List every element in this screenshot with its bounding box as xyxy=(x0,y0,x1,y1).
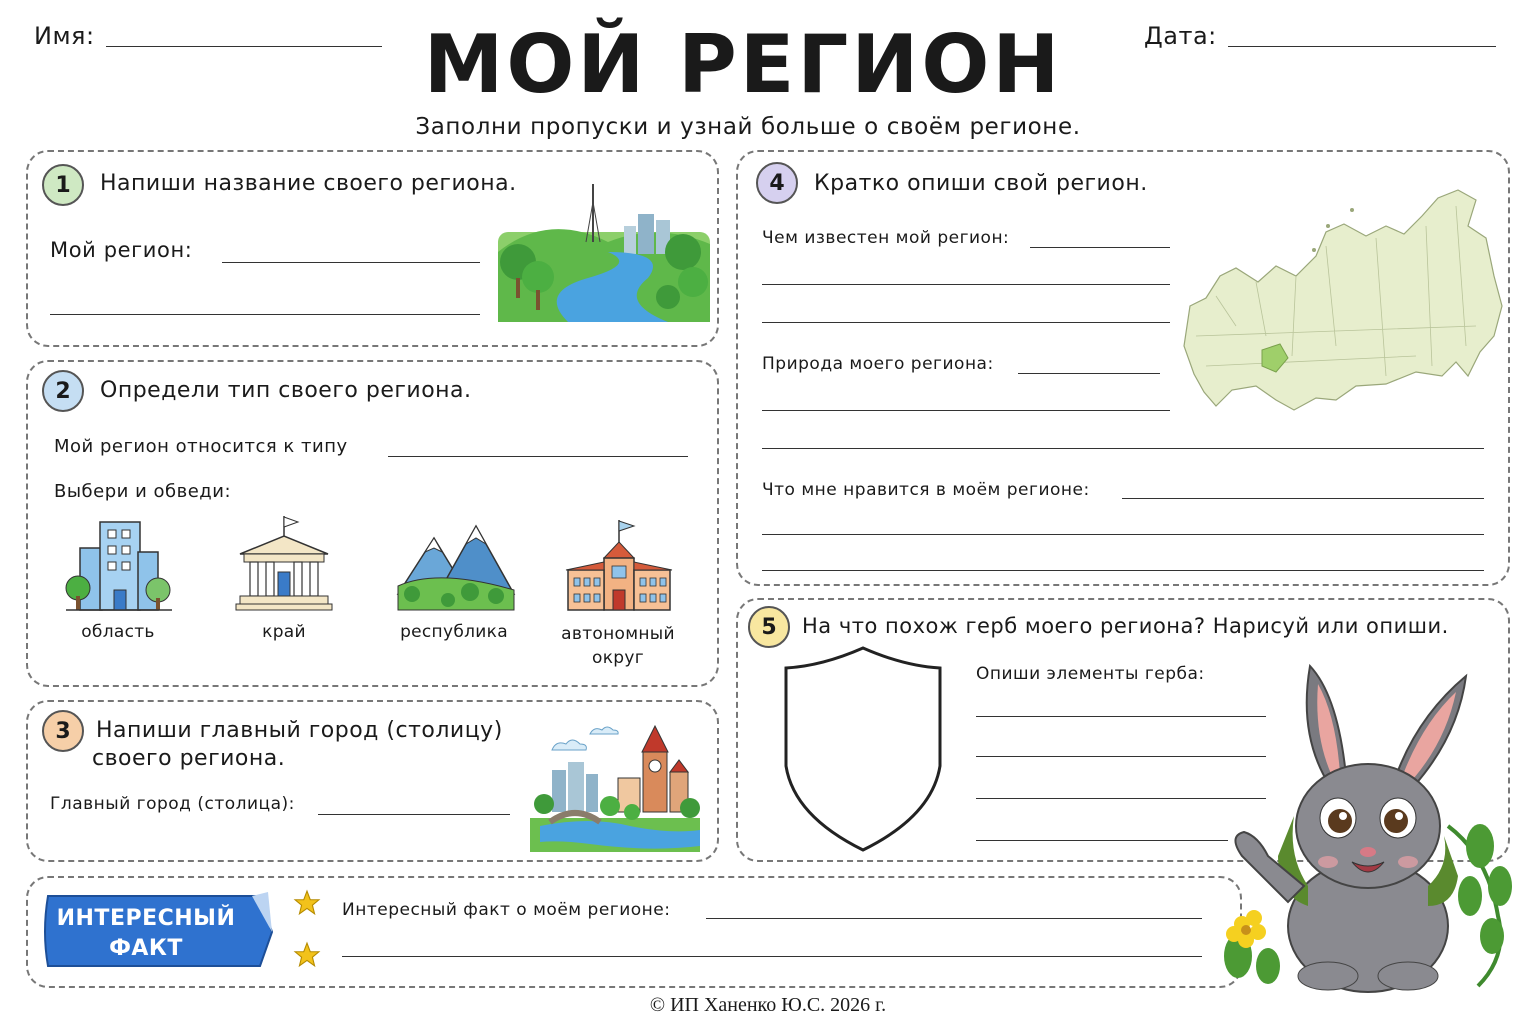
fact-banner-line2: ФАКТ xyxy=(109,936,183,961)
task5-describe-label: Опиши элементы герба: xyxy=(976,664,1205,684)
task1-field-label: Мой регион: xyxy=(50,238,193,262)
like-field-2[interactable] xyxy=(762,534,1484,535)
famous-field-1[interactable] xyxy=(1030,247,1170,248)
task4-heading: Кратко опиши свой регион. xyxy=(814,171,1148,196)
option-avtonomny-okrug-label[interactable]: автономный округ xyxy=(561,624,675,668)
task2-field-label: Мой регион относится к типу xyxy=(54,436,348,457)
task5-number-badge: 5 xyxy=(748,606,790,648)
date-label: Дата: xyxy=(1144,22,1217,50)
star-icon xyxy=(294,942,320,968)
name-label: Имя: xyxy=(34,22,95,50)
fact-banner-line1: ИНТЕРЕСНЫЙ xyxy=(56,906,236,931)
region-type-field[interactable] xyxy=(388,456,688,457)
region-name-field-2[interactable] xyxy=(50,314,480,315)
bunny-mascot-illustration xyxy=(1218,656,1518,996)
famous-field-2[interactable] xyxy=(762,284,1170,285)
fact-label: Интересный факт о моём регионе: xyxy=(342,900,671,920)
option-oblast-label[interactable]: область xyxy=(81,622,155,642)
task2-number-badge: 2 xyxy=(42,370,84,412)
option-respublika-label[interactable]: республика xyxy=(400,622,508,642)
option-krai-label[interactable]: край xyxy=(262,622,306,642)
task2-heading: Определи тип своего региона. xyxy=(100,378,472,403)
capital-field[interactable] xyxy=(318,814,510,815)
region-name-field[interactable] xyxy=(222,262,480,263)
mountains-icon[interactable] xyxy=(398,524,514,612)
task4-famous-label: Чем известен мой регион: xyxy=(762,228,1010,248)
task4-like-label: Что мне нравится в моём регионе: xyxy=(762,480,1090,500)
nature-field-1[interactable] xyxy=(1018,373,1160,374)
famous-field-3[interactable] xyxy=(762,322,1170,323)
task4-nature-label: Природа моего региона: xyxy=(762,354,994,374)
coat-of-arms-shield-drawing-area[interactable] xyxy=(782,646,944,854)
task3-number-badge: 3 xyxy=(42,710,84,752)
like-field-3[interactable] xyxy=(762,570,1484,571)
task3-heading-line2: своего региона. xyxy=(92,746,286,771)
task2-choose-label: Выбери и обведи: xyxy=(54,481,232,502)
task5-heading: На что похож герб моего региона? Нарисуй или опиши. xyxy=(802,614,1449,638)
task3-heading-line1: Напиши главный город (столицу) xyxy=(96,718,503,743)
footer-copyright: © ИП Ханенко Ю.С. 2026 г. xyxy=(649,994,887,1016)
nature-field-3[interactable] xyxy=(762,448,1484,449)
landscape-river-icon xyxy=(498,182,710,322)
city-buildings-icon[interactable] xyxy=(66,520,172,612)
like-field-1[interactable] xyxy=(1122,498,1484,499)
nature-field-2[interactable] xyxy=(762,410,1170,411)
page-title: МОЙ РЕГИОН xyxy=(423,18,1063,111)
government-building-icon[interactable] xyxy=(236,514,332,612)
task1-heading: Напиши название своего региона. xyxy=(100,171,517,196)
russia-map-icon xyxy=(1176,186,1506,418)
task4-number-badge: 4 xyxy=(756,162,798,204)
task1-number-badge: 1 xyxy=(42,164,84,206)
arms-field-4[interactable] xyxy=(976,840,1228,841)
fact-field-2[interactable] xyxy=(342,956,1202,957)
star-icon xyxy=(294,890,320,916)
fact-field-1[interactable] xyxy=(706,918,1202,919)
capital-city-icon xyxy=(530,722,700,852)
town-hall-icon[interactable] xyxy=(566,518,672,612)
page-subtitle: Заполни пропуски и узнай больше о своём регионе. xyxy=(415,114,1081,140)
task3-field-label: Главный город (столица): xyxy=(50,794,295,814)
